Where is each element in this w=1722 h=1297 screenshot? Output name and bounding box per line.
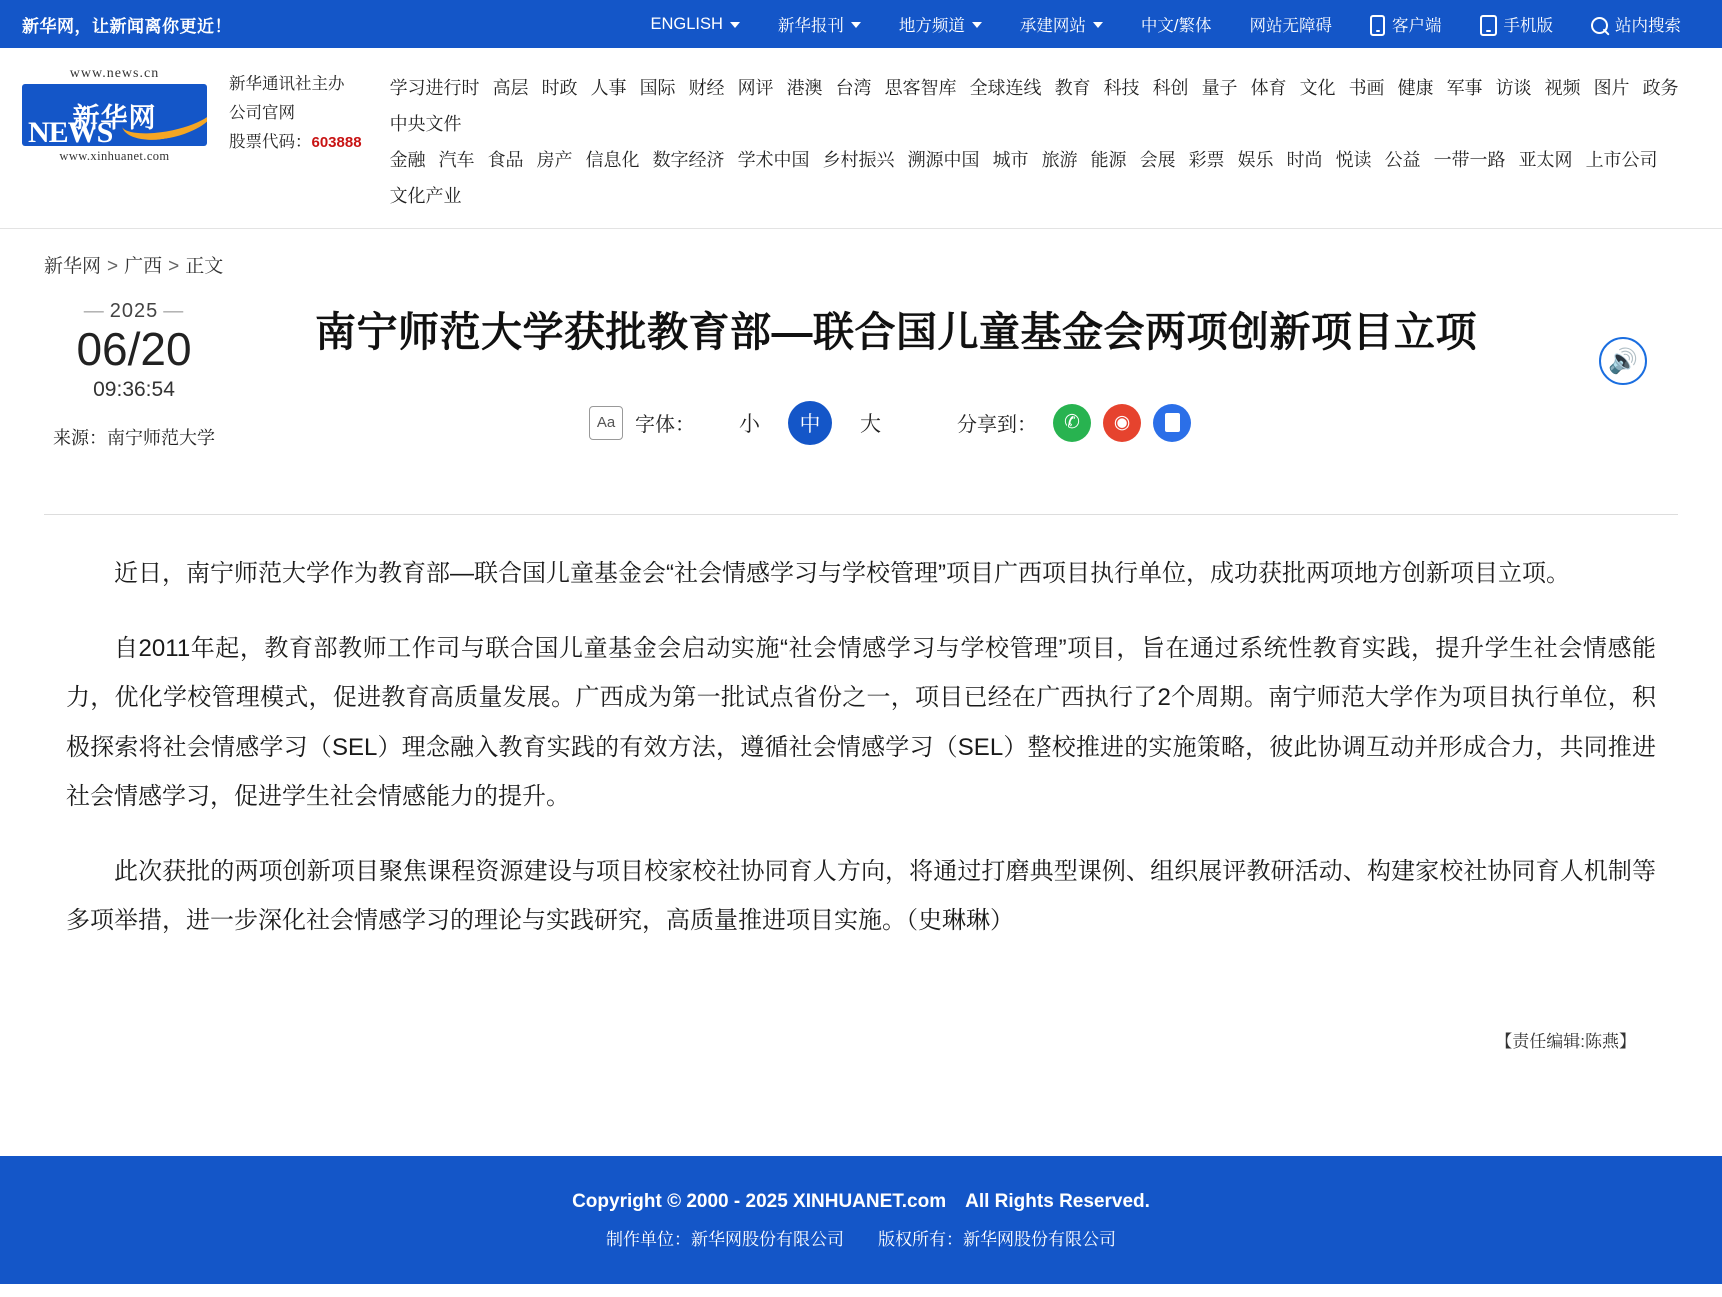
font-size-large-button[interactable]: 大 bbox=[860, 412, 881, 436]
article-year-value: 2025 bbox=[109, 300, 159, 322]
channel-link[interactable]: 书画 bbox=[1348, 78, 1385, 98]
top-nav-english-label: ENGLISH bbox=[650, 14, 723, 33]
article-toolbar bbox=[234, 401, 1558, 445]
year-dash-right: — bbox=[163, 300, 185, 322]
breadcrumb-separator: > bbox=[168, 256, 180, 277]
top-nav-built-sites[interactable] bbox=[1001, 12, 1122, 36]
article-year bbox=[44, 300, 224, 323]
channel-link[interactable]: 娱乐 bbox=[1237, 150, 1274, 170]
channel-link[interactable]: 乡村振兴 bbox=[822, 150, 895, 170]
channel-link[interactable]: 科技 bbox=[1103, 78, 1140, 98]
top-nav-client-app[interactable] bbox=[1351, 12, 1461, 36]
channel-nav-row-2 bbox=[390, 142, 1700, 214]
share-wechat-button[interactable] bbox=[1053, 404, 1091, 442]
channel-link[interactable]: 高层 bbox=[492, 78, 529, 98]
share-label: 分享到： bbox=[957, 414, 1037, 437]
channel-link[interactable]: 悦读 bbox=[1335, 150, 1372, 170]
channel-link[interactable]: 访谈 bbox=[1495, 78, 1532, 98]
article-editor: 【责任编辑:陈燕】 bbox=[1495, 1032, 1636, 1052]
channel-link[interactable]: 全球连线 bbox=[969, 78, 1042, 98]
wechat-icon: ✆ bbox=[1064, 412, 1080, 434]
bottom-spacer bbox=[44, 1060, 1678, 1156]
top-nav bbox=[631, 12, 1700, 36]
channel-link[interactable]: 人事 bbox=[590, 78, 627, 98]
logo-url-bottom: www.xinhuanet.com bbox=[59, 149, 170, 163]
stock-label: 股票代码： bbox=[229, 132, 312, 151]
channel-link[interactable]: 体育 bbox=[1250, 78, 1287, 98]
channel-link[interactable]: 亚太网 bbox=[1518, 150, 1573, 170]
channel-link[interactable]: 会展 bbox=[1139, 150, 1176, 170]
channel-link[interactable]: 国际 bbox=[639, 78, 676, 98]
channel-link[interactable]: 科创 bbox=[1152, 78, 1189, 98]
top-nav-site-search-label: 站内搜索 bbox=[1615, 17, 1681, 35]
publisher-info bbox=[229, 66, 362, 157]
share-weibo-button[interactable] bbox=[1103, 404, 1141, 442]
channel-link[interactable]: 量子 bbox=[1201, 78, 1238, 98]
chevron-down-icon bbox=[1093, 22, 1103, 28]
site-footer bbox=[0, 1156, 1722, 1284]
article-time: 09:36:54 bbox=[93, 377, 175, 401]
channel-link[interactable]: 房产 bbox=[536, 150, 573, 170]
top-nav-language-toggle[interactable] bbox=[1122, 12, 1231, 36]
logo-news-text: NEWS bbox=[28, 116, 113, 146]
font-size-small-button[interactable]: 小 bbox=[739, 412, 760, 436]
footer-copyright: Copyright © 2000 - 2025 XINHUANET.com All Rights Reserved. bbox=[572, 1191, 1150, 1213]
channel-nav-row-1 bbox=[390, 70, 1700, 142]
channel-link[interactable]: 军事 bbox=[1446, 78, 1483, 98]
article-source: 来源：南宁师范大学 bbox=[53, 427, 215, 448]
font-size-label: 字体： bbox=[635, 414, 695, 437]
logo-chinese-text: 新华网 bbox=[72, 102, 157, 133]
channel-link[interactable]: 数字经济 bbox=[652, 150, 725, 170]
font-size-icon: Aa bbox=[589, 406, 623, 440]
font-size-medium-button[interactable]: 中 bbox=[788, 401, 832, 445]
stock-info bbox=[229, 128, 362, 157]
channel-link[interactable]: 溯源中国 bbox=[907, 150, 980, 170]
top-nav-accessibility[interactable] bbox=[1231, 12, 1352, 36]
channel-link[interactable]: 时尚 bbox=[1286, 150, 1323, 170]
breadcrumb-item-current: 正文 bbox=[185, 256, 224, 277]
channel-link[interactable]: 文化 bbox=[1299, 78, 1336, 98]
chevron-down-icon bbox=[851, 22, 861, 28]
channel-link[interactable]: 信息化 bbox=[585, 150, 640, 170]
breadcrumb-separator: > bbox=[107, 256, 119, 277]
article-paragraph: 近日，南宁师范大学作为教育部—联合国儿童基金会“社会情感学习与学校管理”项目广西项目执行单位，成功获批两项地方创新项目立项。 bbox=[114, 560, 1570, 587]
channel-link[interactable]: 城市 bbox=[992, 150, 1029, 170]
channel-link[interactable]: 思客智库 bbox=[884, 78, 957, 98]
top-nav-english[interactable] bbox=[631, 15, 758, 34]
article-paragraph: 自2011年起，教育部教师工作司与联合国儿童基金会启动实施“社会情感学习与学校管理”项目，旨在通过系统性教育实践，提升学生社会情感能力，优化学校管理模式，促进教育高质量发展。广西成为第一批试点省份之一，项目已经在广西执行了2个周期。南宁师范大学作为项目执行单位，积极探索将社会情感学习（SEL）理念融入教育实践的有效方法，遵循社会情感学习（SEL）整校推进的实施策略，彼此协调互动并形成合力，共同推进社会情感学习，促进学生社会情感能力的提升。 bbox=[66, 635, 1656, 810]
top-nav-site-search[interactable] bbox=[1572, 12, 1700, 36]
channel-link[interactable]: 财经 bbox=[688, 78, 725, 98]
top-nav-newspapers-label: 新华报刊 bbox=[777, 17, 844, 35]
chevron-down-icon bbox=[972, 22, 982, 28]
channel-link[interactable]: 公益 bbox=[1384, 150, 1421, 170]
share-qzone-button[interactable] bbox=[1153, 404, 1191, 442]
channel-link[interactable]: 食品 bbox=[487, 150, 524, 170]
channel-link[interactable]: 教育 bbox=[1054, 78, 1091, 98]
site-slogan: 新华网，让新闻离你更近！ bbox=[22, 16, 232, 36]
page-title: 南宁师范大学获批教育部—联合国儿童基金会两项创新项目立项 bbox=[315, 309, 1477, 355]
footer-rights: 版权所有：新华网股份有限公司 bbox=[878, 1230, 1116, 1250]
top-nav-mobile-version[interactable] bbox=[1461, 12, 1573, 36]
speaker-icon[interactable]: 🔊 bbox=[1599, 337, 1647, 385]
logo-url-top: www.news.cn bbox=[69, 66, 160, 81]
channel-link[interactable]: 港澳 bbox=[786, 78, 823, 98]
channel-link[interactable]: 图片 bbox=[1593, 78, 1630, 98]
channel-link[interactable]: 彩票 bbox=[1188, 150, 1225, 170]
channel-link[interactable]: 学习进行时 bbox=[389, 78, 480, 98]
header-divider bbox=[44, 514, 1678, 515]
top-nav-newspapers[interactable] bbox=[759, 12, 880, 36]
channel-link[interactable]: 视频 bbox=[1544, 78, 1581, 98]
top-nav-language-label: 中文/繁体 bbox=[1140, 17, 1212, 35]
channel-link[interactable]: 上市公司 bbox=[1585, 150, 1658, 170]
footer-producer: 制作单位：新华网股份有限公司 bbox=[606, 1230, 844, 1250]
top-nav-mobile-version-label: 手机版 bbox=[1503, 17, 1553, 35]
article-audio-column bbox=[1568, 292, 1678, 385]
article-date: 06/20 bbox=[76, 323, 192, 375]
top-nav-accessibility-label: 网站无障碍 bbox=[1249, 17, 1332, 35]
channel-nav bbox=[390, 66, 1700, 214]
publisher-line-2: 公司官网 bbox=[229, 103, 295, 122]
top-nav-local-channels-label: 地方频道 bbox=[898, 17, 965, 35]
channel-link[interactable]: 政务 bbox=[1642, 78, 1679, 98]
channel-link[interactable]: 一带一路 bbox=[1433, 150, 1506, 170]
channel-link[interactable]: 健康 bbox=[1397, 78, 1434, 98]
channel-link[interactable]: 能源 bbox=[1090, 150, 1127, 170]
channel-link[interactable]: 时政 bbox=[541, 78, 578, 98]
qzone-icon bbox=[1165, 413, 1180, 432]
article bbox=[0, 292, 1722, 1156]
year-dash-left: — bbox=[83, 300, 105, 322]
channel-link[interactable]: 中央文件 bbox=[389, 114, 462, 134]
breadcrumb-item-home[interactable]: 新华网 bbox=[44, 256, 102, 277]
logo-mark bbox=[22, 84, 207, 146]
top-bar bbox=[0, 0, 1722, 48]
channel-link[interactable]: 台湾 bbox=[835, 78, 872, 98]
breadcrumb-item-guangxi[interactable]: 广西 bbox=[124, 256, 163, 277]
channel-link[interactable]: 旅游 bbox=[1041, 150, 1078, 170]
footer-company-info bbox=[0, 1225, 1722, 1250]
channel-link[interactable]: 汽车 bbox=[438, 150, 475, 170]
publisher-line-1: 新华通讯社主办 bbox=[229, 75, 345, 93]
article-meta bbox=[44, 292, 224, 450]
article-headline-column bbox=[224, 292, 1568, 445]
phone-icon bbox=[1370, 15, 1385, 36]
channel-link[interactable]: 学术中国 bbox=[737, 150, 810, 170]
channel-link[interactable]: 文化产业 bbox=[389, 186, 462, 206]
weibo-icon: ◉ bbox=[1113, 412, 1131, 434]
channel-link[interactable]: 金融 bbox=[389, 150, 426, 170]
mobile-icon bbox=[1480, 15, 1497, 36]
site-logo[interactable] bbox=[22, 66, 207, 164]
breadcrumb bbox=[0, 229, 1722, 292]
stock-code: 603888 bbox=[311, 133, 362, 151]
site-header bbox=[0, 48, 1722, 229]
article-body bbox=[44, 549, 1678, 1060]
search-icon bbox=[1591, 17, 1608, 34]
article-header bbox=[44, 292, 1678, 492]
chevron-down-icon bbox=[730, 22, 740, 28]
top-nav-local-channels[interactable] bbox=[880, 12, 1001, 36]
article-paragraph: 此次获批的两项创新项目聚焦课程资源建设与项目校家校社协同育人方向，将通过打磨典型课例、组织展评教研活动、构建家校社协同育人机制等多项举措，进一步深化社会情感学习的理论与实践研究，高质量推进项目实施。（史琳琳） bbox=[66, 857, 1656, 935]
channel-link[interactable]: 网评 bbox=[737, 78, 774, 98]
top-nav-built-sites-label: 承建网站 bbox=[1019, 17, 1086, 35]
top-nav-client-app-label: 客户端 bbox=[1392, 17, 1442, 35]
